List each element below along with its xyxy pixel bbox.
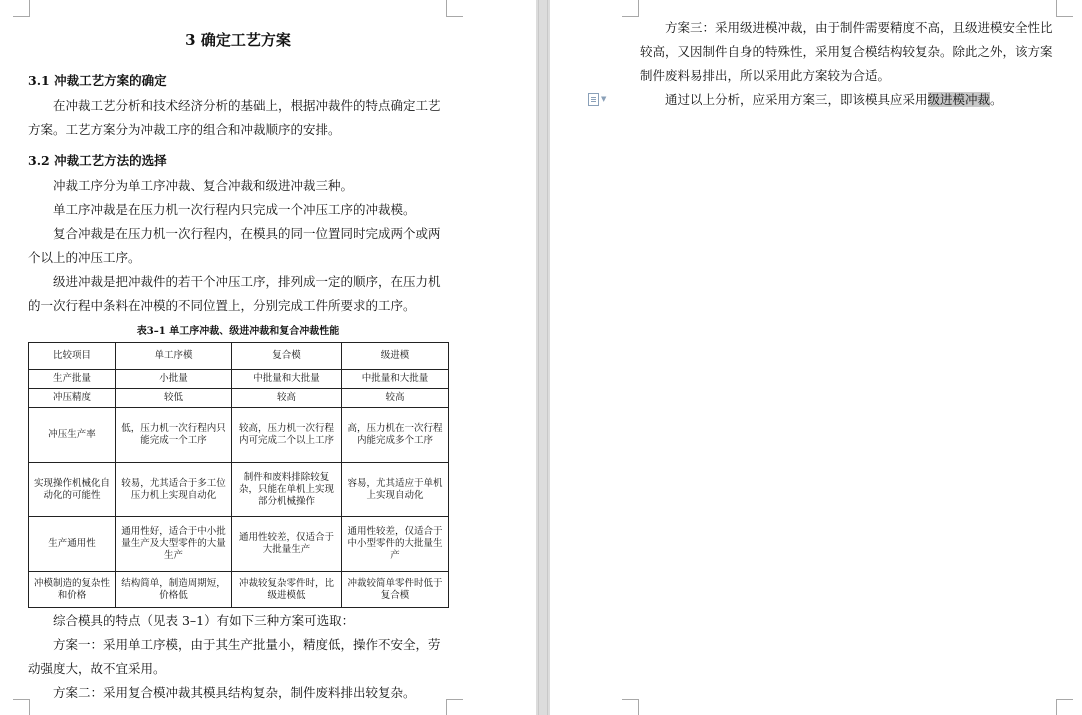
table-row (29, 370, 449, 389)
conclusion-suffix: 。 (990, 92, 1003, 107)
table-cell: 较高 (232, 389, 342, 408)
page-title: 3 确定工艺方案 (185, 31, 291, 49)
table-cell: 冲压精度 (29, 389, 116, 408)
table-header-cell: 单工序模 (116, 343, 232, 370)
table-cell: 中批量和大批量 (232, 370, 342, 389)
table-cell: 较高 (342, 389, 449, 408)
table-cell: 高，压力机在一次行程内能完成多个工序 (342, 408, 449, 463)
paragraph: 冲裁工序分为单工序冲裁、复合冲裁和级进冲裁三种。 (53, 178, 354, 193)
table-header-row (29, 343, 449, 370)
selected-text[interactable]: 级进模冲裁 (927, 92, 991, 107)
body-text-top (28, 68, 448, 142)
table-row (29, 517, 449, 572)
table-row (29, 463, 449, 517)
paragraph: 级进冲裁是把冲裁件的若干个冲压工序，排列成一定的顺序，在压力机的一次行程中条料在冲模的不同位置上，分别完成工件所要求的工序。 (28, 274, 441, 313)
table-row (29, 408, 449, 463)
crop-mark (622, 699, 639, 715)
crop-mark (1056, 0, 1073, 17)
table-cell: 通用性较差，仅适合于中小型零件的大批量生产 (342, 517, 449, 572)
document-page-right[interactable] (550, 0, 1082, 715)
chevron-down-icon: ▼ (601, 95, 607, 103)
comparison-table (28, 342, 449, 608)
table-header-cell: 复合模 (232, 343, 342, 370)
table-cell: 较高，压力机一次行程内可完成二个以上工序 (232, 408, 342, 463)
body-text-middle (28, 148, 448, 318)
table-cell: 冲模制造的复杂性和价格 (29, 572, 116, 608)
crop-mark (446, 699, 463, 715)
table-cell: 冲裁较复杂零件时，比级进模低 (232, 572, 342, 608)
table-cell: 低，压力机一次行程内只能完成一个工序 (116, 408, 232, 463)
table-header-cell: 级进模 (342, 343, 449, 370)
table-row (29, 572, 449, 608)
table-cell: 小批量 (116, 370, 232, 389)
table-caption: 表3–1 单工序冲裁、级进冲裁和复合冲裁性能 (136, 326, 340, 337)
body-text-right (640, 16, 1060, 112)
table-cell: 较易，尤其适合于多工位压力机上实现自动化 (116, 463, 232, 517)
paragraph: 复合冲裁是在压力机一次行程内，在模具的同一位置同时完成两个或两个以上的冲压工序。 (28, 226, 441, 265)
paragraph: 在冲裁工艺分析和技术经济分析的基础上，根据冲裁件的特点确定工艺方案。工艺方案分为冲裁工序的组合和冲裁顺序的安排。 (28, 98, 441, 137)
paragraph: 方案一：采用单工序模，由于其生产批量小，精度低，操作不安全，劳动强度大，故不宜采用。 (28, 637, 441, 676)
section-heading-3-2: 3.2 冲裁工艺方法的选择 (28, 153, 167, 168)
table-cell: 结构简单，制造周期短，价格低 (116, 572, 232, 608)
table-cell: 冲压生产率 (29, 408, 116, 463)
table-cell: 通用性好，适合于中小批量生产及大型零件的大量生产 (116, 517, 232, 572)
conclusion-prefix: 通过以上分析，应采用方案三，即该模具应采用 (665, 92, 928, 107)
section-heading-3-1: 3.1 冲裁工艺方案的确定 (28, 73, 167, 88)
table-cell: 生产通用性 (29, 517, 116, 572)
paragraph-conclusion (640, 88, 1060, 112)
paragraph-options-button[interactable] (588, 92, 612, 108)
document-icon (588, 93, 599, 106)
paragraph: 单工序冲裁是在压力机一次行程内只完成一个冲压工序的冲裁模。 (53, 202, 416, 217)
table-cell: 较低 (116, 389, 232, 408)
paragraph: 方案三：采用级进模冲裁，由于制件需要精度不高，且级进模安全性比较高，又因制件自身的特殊性，采用复合模结构较复杂。除此之外，该方案制件废料易排出，所以采用此方案较为合适。 (640, 20, 1053, 83)
table-cell: 冲裁较简单零件时低于复合模 (342, 572, 449, 608)
crop-mark (1056, 699, 1073, 715)
body-text-bottom (28, 609, 448, 705)
table-cell: 容易，尤其适应于单机上实现自动化 (342, 463, 449, 517)
table-row (29, 389, 449, 408)
document-page-left[interactable] (0, 0, 536, 715)
table-header-cell: 比较项目 (29, 343, 116, 370)
paragraph: 综合模具的特点（见表 3–1）有如下三种方案可选取： (53, 613, 355, 628)
page-gutter (536, 0, 550, 715)
table-cell: 通用性较差，仅适合于大批量生产 (232, 517, 342, 572)
crop-mark (446, 0, 463, 17)
crop-mark (622, 0, 639, 17)
table-cell: 中批量和大批量 (342, 370, 449, 389)
crop-mark (13, 0, 30, 17)
table-cell: 生产批量 (29, 370, 116, 389)
paragraph: 方案二：采用复合模冲裁其模具结构复杂，制件废料排出较复杂。 (53, 685, 416, 700)
table-cell: 实现操作机械化自动化的可能性 (29, 463, 116, 517)
table-cell: 制件和废料排除较复杂，只能在单机上实现部分机械操作 (232, 463, 342, 517)
